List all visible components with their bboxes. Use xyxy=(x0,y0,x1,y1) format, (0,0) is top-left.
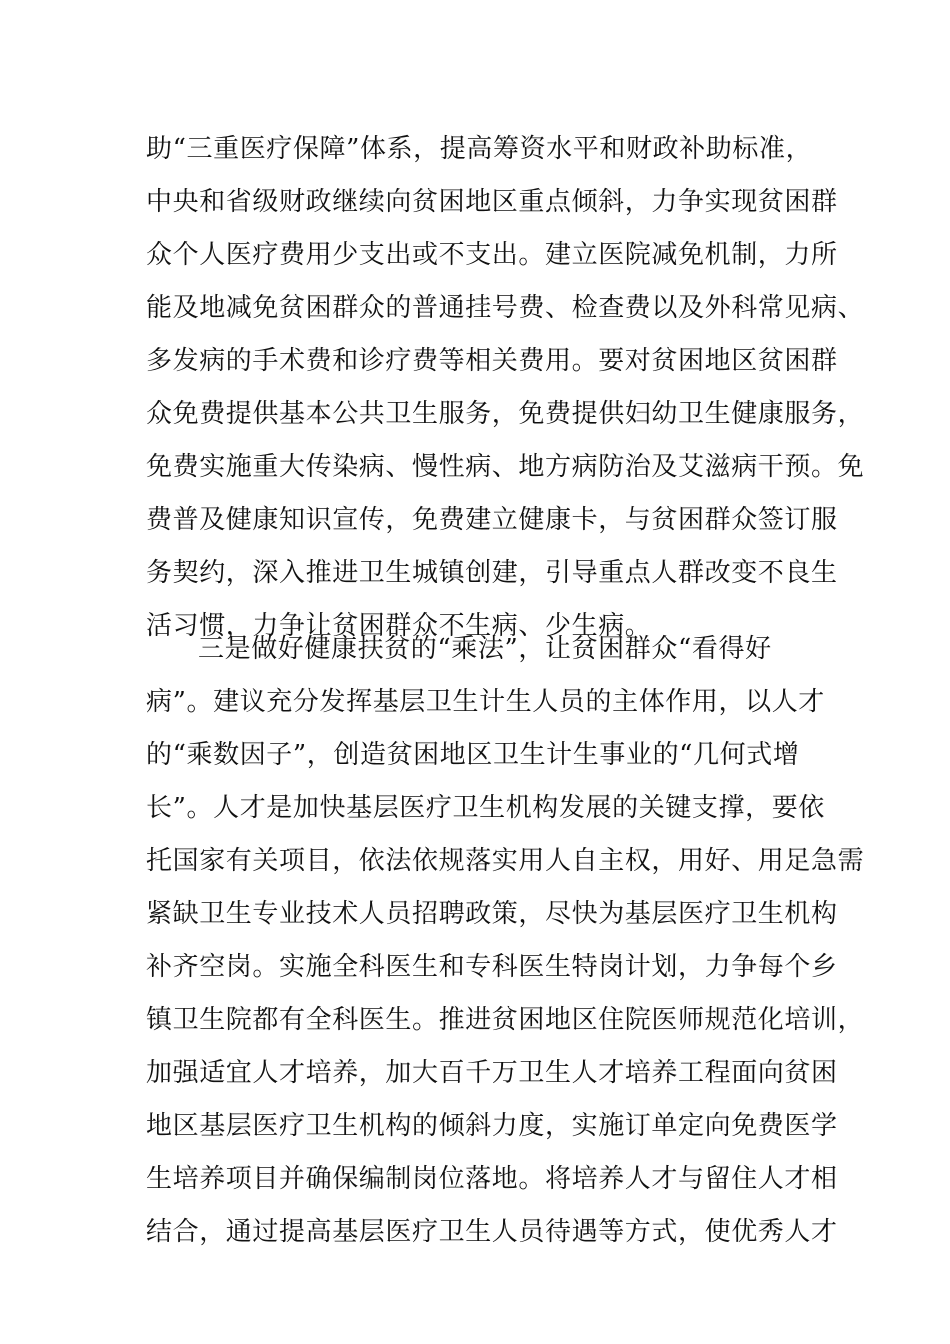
paragraph-line: 加强适宜人才培养，加大百千万卫生人才培养工程面向贫困 xyxy=(146,1058,838,1088)
paragraph-line: 能及地减免贫困群众的普通挂号费、检查费以及外科常见病、 xyxy=(146,293,865,323)
paragraph-line: 众个人医疗费用少支出或不支出。建立医院减免机制，力所 xyxy=(146,240,838,270)
paragraph-three xyxy=(146,623,865,1259)
paragraph-line: 免费实施重大传染病、慢性病、地方病防治及艾滋病干预。免 xyxy=(146,452,865,482)
paragraph-line: 众免费提供基本公共卫生服务，免费提供妇幼卫生健康服务， xyxy=(146,399,865,429)
paragraph-line: 地区基层医疗卫生机构的倾斜力度，实施订单定向免费医学 xyxy=(146,1111,838,1141)
paragraph-line: 紧缺卫生专业技术人员招聘政策，尽快为基层医疗卫生机构 xyxy=(146,899,838,929)
paragraph-line: 助“三重医疗保障”体系，提高筹资水平和财政补助标准， xyxy=(146,134,813,164)
paragraph-line: 结合，通过提高基层医疗卫生人员待遇等方式，使优秀人才 xyxy=(146,1217,838,1247)
paragraph-line: 镇卫生院都有全科医生。推进贫困地区住院医师规范化培训， xyxy=(146,1005,865,1035)
paragraph-line: 活习惯，力争让贫困群众不生病、少生病。 xyxy=(146,611,652,641)
paragraph-line: 病”。建议充分发挥基层卫生计生人员的主体作用，以人才 xyxy=(146,687,825,717)
paragraph-line: 务契约，深入推进卫生城镇创建，引导重点人群改变不良生 xyxy=(146,558,838,588)
paragraph-continued xyxy=(146,123,865,653)
paragraph-line: 补齐空岗。实施全科医生和专科医生特岗计划，力争每个乡 xyxy=(146,952,838,982)
paragraph-line: 中央和省级财政继续向贫困地区重点倾斜，力争实现贫困群 xyxy=(146,187,838,217)
paragraph-line: 生培养项目并确保编制岗位落地。将培养人才与留住人才相 xyxy=(146,1164,838,1194)
paragraph-line: 多发病的手术费和诊疗费等相关费用。要对贫困地区贫困群 xyxy=(146,346,838,376)
paragraph-line: 托国家有关项目，依法依规落实用人自主权，用好、用足急需 xyxy=(146,846,865,876)
paragraph-line: 费普及健康知识宣传，免费建立健康卡，与贫困群众签订服 xyxy=(146,505,838,535)
paragraph-line: 的“乘数因子”，创造贫困地区卫生计生事业的“几何式增 xyxy=(146,740,800,770)
paragraph-line: 长”。人才是加快基层医疗卫生机构发展的关键支撑，要依 xyxy=(146,793,825,823)
paragraph-first-line: 三是做好健康扶贫的“乘法”，让贫困群众“看得好 xyxy=(198,634,772,664)
